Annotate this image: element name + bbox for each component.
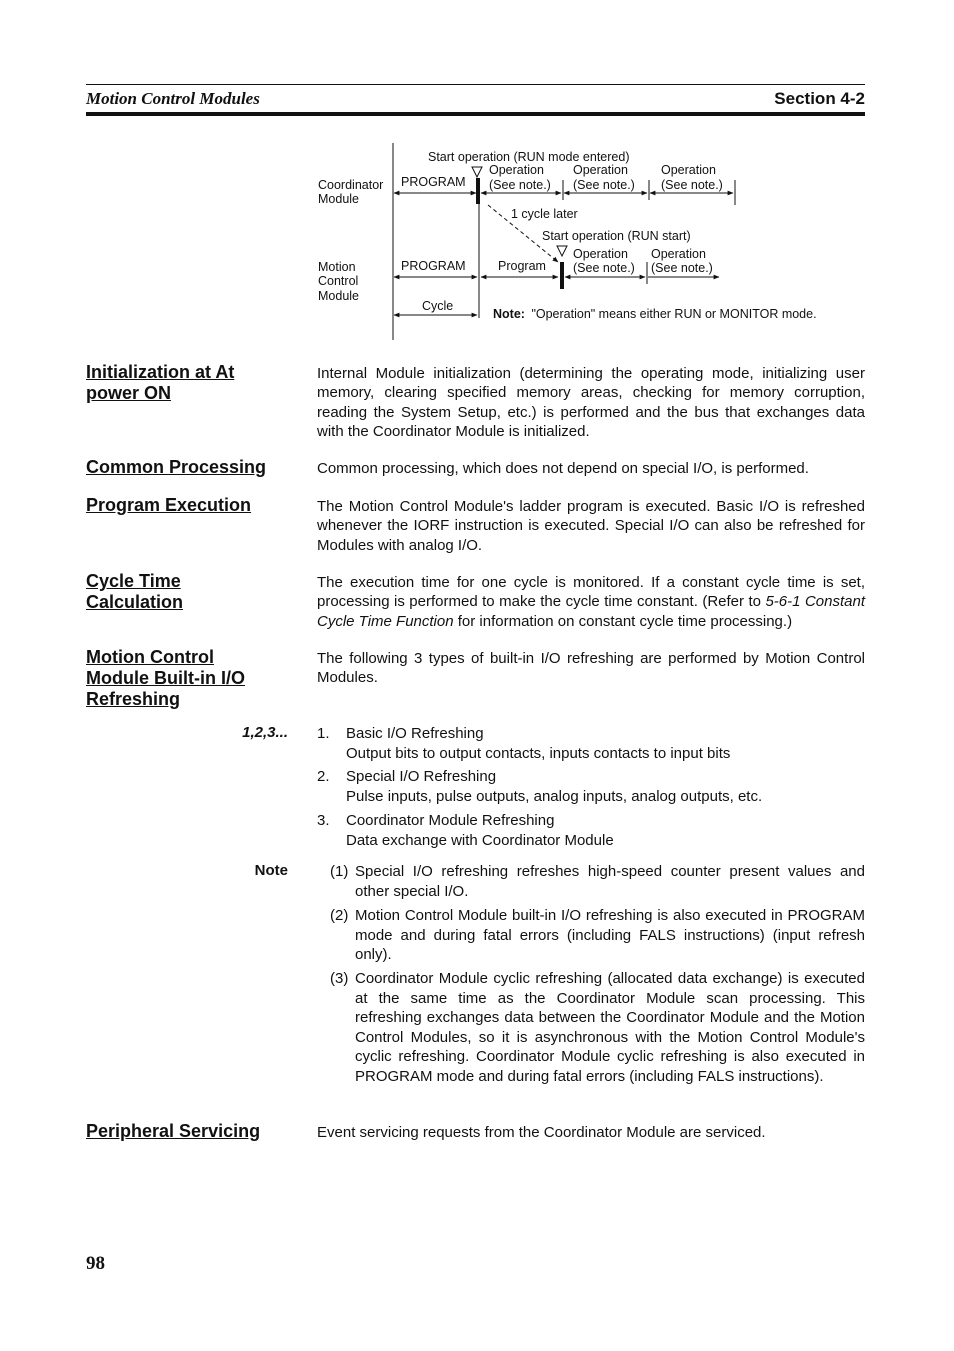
mcm-op2-label: Operation: [651, 247, 706, 261]
mcm-op1-note: (See note.): [573, 261, 635, 275]
one-cycle-later-label: 1 cycle later: [511, 207, 578, 221]
header-section-number: Section 4-2: [774, 89, 865, 108]
coordinator-label-2: Module: [318, 192, 359, 206]
mcm-program-short-label: Program: [498, 259, 546, 273]
common-processing-text: Common processing, which does not depend on special I/O, is performed.: [317, 460, 809, 477]
section-title-program-execution: Program Execution: [86, 495, 252, 515]
initialization-text: Internal Module initialization (determining the operating mode, initializing user memory, clearing specified memory areas, checking for memory corruption, reading the System Setup, etc.) is performed and the bus that exchanges data with the Coordinator Module is initialized.: [317, 365, 865, 441]
header-chapter-title: Motion Control Modules: [86, 89, 260, 108]
coord-op1-note: (See note.): [489, 178, 551, 192]
start-run-label: Start operation (RUN start): [542, 229, 691, 243]
coordinator-start-bar: [476, 178, 480, 204]
mcm-op1-label: Operation: [573, 247, 628, 261]
mcm-label-3: Module: [318, 289, 359, 303]
diagram-note-bold: Note:: [493, 307, 525, 321]
builtin-io-text: The following 3 types of built-in I/O refreshing are performed by Motion Control Modules.: [317, 650, 865, 687]
mcm-start-bar: [560, 262, 564, 289]
cycle-time-reference: 5-6-1 Constant Cycle Time Function: [317, 593, 865, 630]
peripheral-servicing-text: Event servicing requests from the Coordinator Module are serviced.: [317, 1124, 766, 1141]
mcm-op2-note: (See note.): [651, 261, 713, 275]
mcm-start-triangle-icon: [557, 246, 567, 256]
section-title-common-processing: Common Processing: [86, 457, 267, 477]
section-title-peripheral-servicing: Peripheral Servicing: [86, 1121, 261, 1141]
start-run-mode-label: Start operation (RUN mode entered): [428, 150, 630, 164]
section-title-builtin-io-refreshing: Motion Control Module Built-in I/O Refreshing: [86, 647, 245, 709]
coord-op3-note: (See note.): [661, 178, 723, 192]
coord-op2-note: (See note.): [573, 178, 635, 192]
steps-label: 1,2,3...: [242, 724, 288, 741]
diagram-note: [493, 307, 817, 321]
section-title-initialization: Initialization at At power ON: [86, 362, 235, 403]
cycle-label: Cycle: [422, 299, 454, 313]
coordinator-label-1: Coordinator: [318, 178, 384, 192]
mcm-label-1: Motion: [318, 260, 356, 274]
mcm-label-2: Control: [318, 274, 359, 288]
coordinator-start-triangle-icon: [472, 167, 482, 177]
coordinator-program-label: PROGRAM: [401, 175, 466, 189]
coord-op3-label: Operation: [661, 163, 716, 177]
section-title-cycle-time: Cycle Time Calculation: [86, 571, 184, 612]
timing-diagram: [0, 0, 954, 350]
mcm-program-label: PROGRAM: [401, 259, 466, 273]
coord-op2-label: Operation: [573, 163, 628, 177]
note-label: Note: [254, 862, 288, 879]
cycle-time-text: The execution time for one cycle is monitored. If a constant cycle time is set, processing is performed to make the cycle time constant. (Refer to 5-6-1 Constant Cycle Time Function for information on constant cycle time processing.): [317, 574, 865, 630]
program-execution-text: The Motion Control Module's ladder program is executed. Basic I/O is refreshed whenever the IORF instruction is executed. Special I/O can also be refreshed for Modules with analog I/O.: [317, 498, 865, 554]
coord-op1-label: Operation: [489, 163, 544, 177]
diagram-note-text: "Operation" means either RUN or MONITOR mode.: [531, 307, 817, 321]
page-number: 98: [86, 1253, 105, 1274]
